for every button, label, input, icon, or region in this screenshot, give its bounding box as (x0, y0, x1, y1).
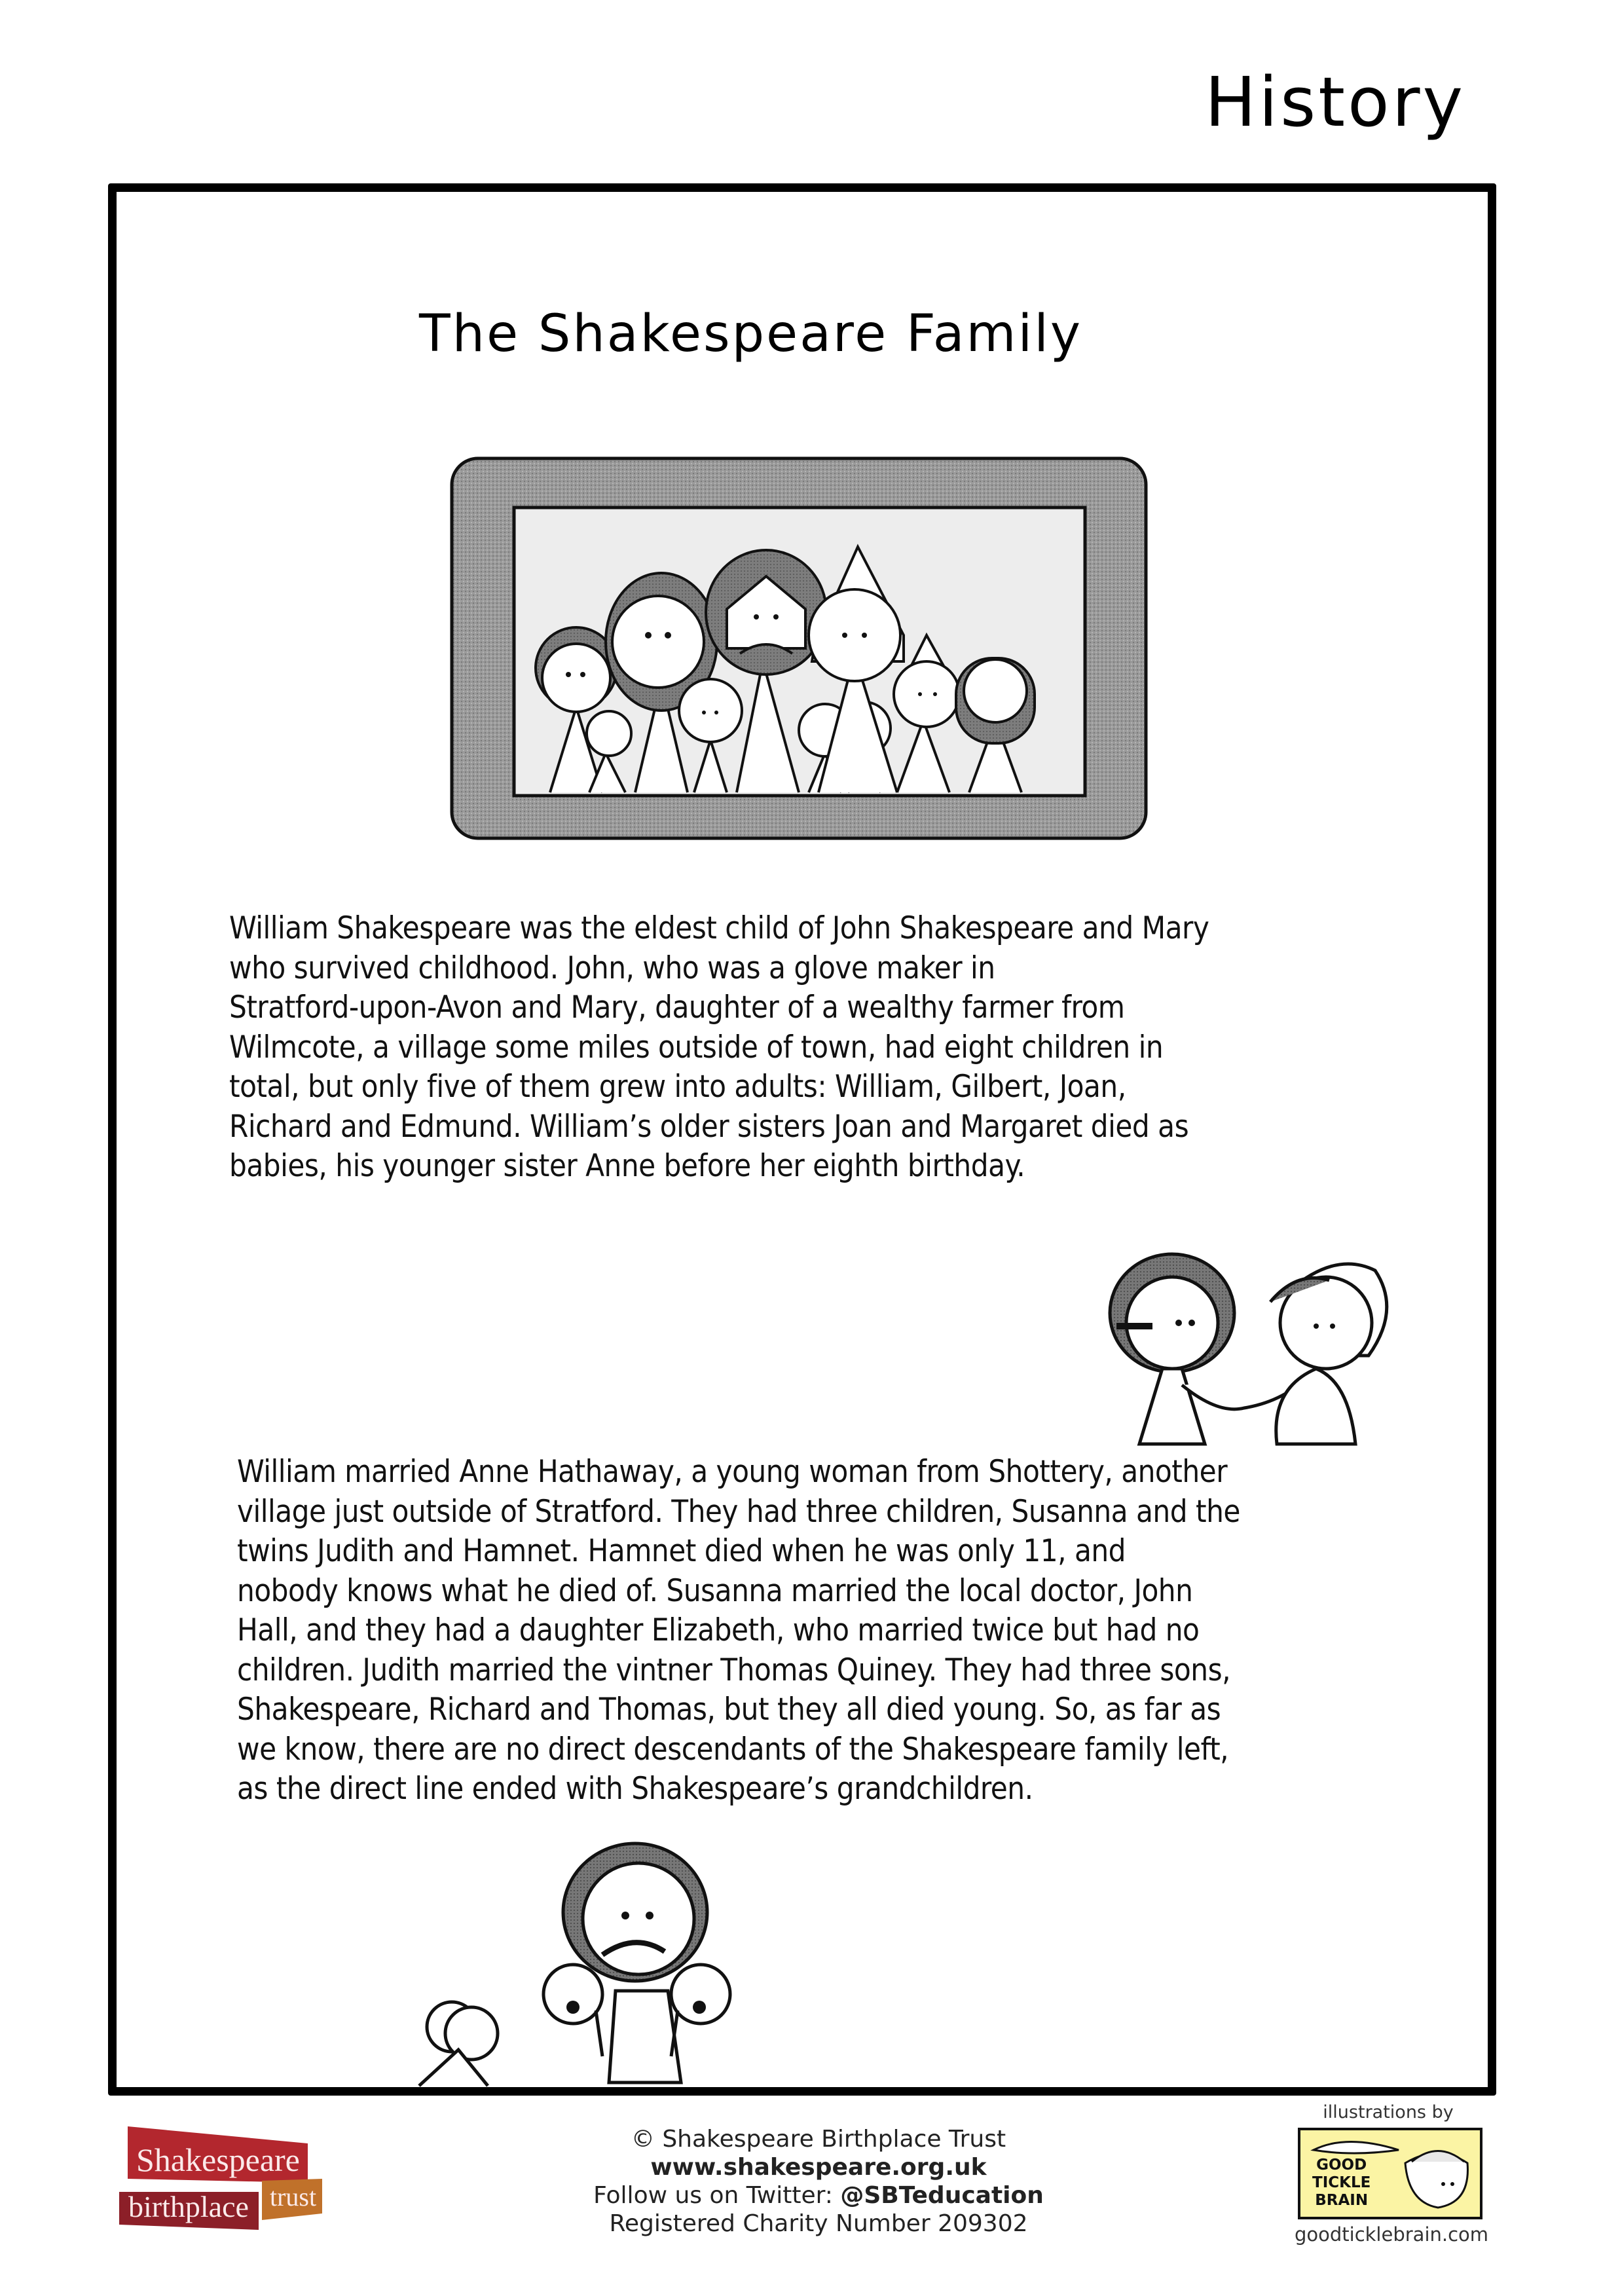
paragraph-line: Shakespeare, Richard and Thomas, but they all died young. So, as far as (237, 1692, 1221, 1728)
wordmark-line: TICKLE (1312, 2174, 1371, 2191)
logo-word-birthplace: birthplace (128, 2190, 249, 2223)
family-portrait-illustration (445, 445, 1152, 851)
wordmark-line: GOOD (1316, 2157, 1367, 2174)
paragraph-line: Hall, and they had a daughter Elizabeth, who married twice but had no (237, 1612, 1200, 1648)
couple-illustration (1074, 1225, 1427, 1447)
logo-word-shakespeare: Shakespeare (136, 2141, 300, 2178)
good-tickle-brain-wordmark (1312, 2157, 1371, 2210)
paragraph-line: babies, his younger sister Anne before her eighth birthday. (229, 1148, 1025, 1184)
paragraph-line: who survived childhood. John, who was a glove maker in (229, 950, 995, 986)
illustrator-credit (1283, 2102, 1506, 2246)
paragraph-line: children. Judith married the vintner Thomas Quiney. They had three sons, (237, 1652, 1231, 1688)
paragraph-line: total, but only five of them grew into adults: William, Gilbert, Joan, (229, 1069, 1126, 1105)
twitter-handle-link[interactable]: @SBTeducation (840, 2182, 1044, 2209)
paragraph-family-origins (229, 909, 1447, 1187)
page-title: The Shakespeare Family (419, 305, 1083, 363)
illustrations-by-label: illustrations by (1323, 2102, 1454, 2122)
wordmark-line: BRAIN (1315, 2192, 1369, 2209)
paragraph-line: Stratford-upon-Avon and Mary, daughter of a wealthy farmer from (229, 990, 1125, 1026)
footer-credits (576, 2125, 1061, 2238)
website-link[interactable]: www.shakespeare.org.uk (650, 2154, 987, 2181)
paragraph-line: nobody knows what he died of. Susanna married the local doctor, John (237, 1572, 1193, 1609)
paragraph-line: as the direct line ended with Shakespeare’s grandchildren. (237, 1771, 1033, 1807)
paragraph-line: William Shakespeare was the eldest child of John Shakespeare and Mary (229, 910, 1209, 946)
paragraph-line: Richard and Edmund. William’s older sisters Joan and Margaret died as (229, 1108, 1189, 1145)
logo-word-trust: trust (270, 2182, 317, 2212)
copyright-text: © Shakespeare Birthplace Trust (631, 2126, 1006, 2153)
paragraph-marriage-and-descendants (237, 1453, 1455, 1809)
twitter-line (576, 2181, 1061, 2210)
paragraph-line: William married Anne Hathaway, a young woman from Shottery, another (237, 1454, 1228, 1490)
good-tickle-brain-logo (1298, 2128, 1482, 2219)
shakespeare-birthplace-trust-logo (111, 2119, 334, 2230)
william-with-twins-illustration (406, 1840, 773, 2089)
subject-label: History (1205, 62, 1465, 142)
illustrator-website-link[interactable]: goodticklebrain.com (1294, 2223, 1489, 2246)
paragraph-line: twins Judith and Hamnet. Hamnet died when he was only 11, and (237, 1533, 1126, 1569)
paragraph-line: village just outside of Stratford. They had three children, Susanna and the (237, 1493, 1240, 1530)
twitter-prefix: Follow us on Twitter: (593, 2182, 841, 2209)
charity-number: Registered Charity Number 209302 (609, 2210, 1028, 2237)
paragraph-line: Wilmcote, a village some miles outside of town, had eight children in (229, 1029, 1164, 1065)
paragraph-line: we know, there are no direct descendants of the Shakespeare family left, (237, 1731, 1229, 1768)
